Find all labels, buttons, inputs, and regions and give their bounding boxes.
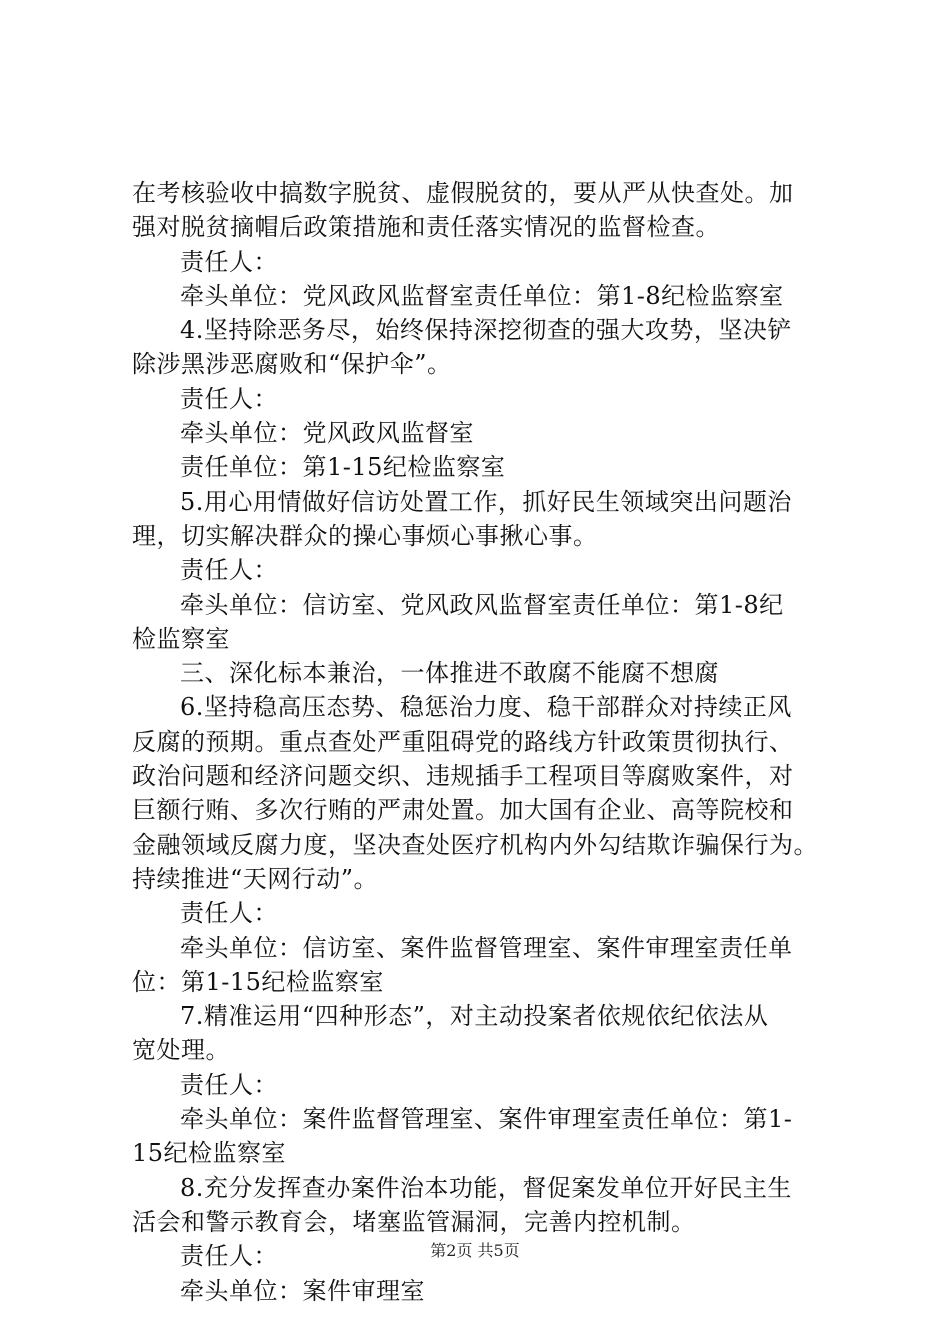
text-line: 政治问题和经济问题交织、违规插手工程项目等腐败案件，对	[132, 762, 794, 791]
text-line: 三、深化标本兼治，一体推进不敢腐不能腐不想腐	[180, 659, 719, 688]
text-line: 活会和警示教育会，堵塞监管漏洞，完善内控机制。	[132, 1207, 696, 1236]
text-line: 6.坚持稳高压态势、稳惩治力度、稳干部群众对持续正风	[180, 693, 792, 722]
text-line: 检监察室	[132, 624, 230, 653]
text-line: 责任人：	[180, 1242, 278, 1271]
text-line: 巨额行贿、多次行贿的严肃处置。加大国有企业、高等院校和	[132, 796, 794, 825]
text-line: 宽处理。	[132, 1036, 230, 1065]
text-line: 4.坚持除恶务尽，始终保持深挖彻查的强大攻势，坚决铲	[180, 316, 792, 345]
text-line: 牵头单位：案件审理室	[180, 1276, 425, 1305]
text-line: 强对脱贫摘帽后政策措施和责任落实情况的监督检查。	[132, 213, 720, 242]
text-line: 责任人：	[180, 899, 278, 928]
text-line: 责任单位：第1-15纪检监察室	[180, 453, 506, 482]
text-line: 理，切实解决群众的操心事烦心事揪心事。	[132, 521, 598, 550]
text-line: 责任人：	[180, 1070, 278, 1099]
text-line: 除涉黑涉恶腐败和“保护伞”。	[132, 350, 452, 379]
text-line: 在考核验收中搞数字脱贫、虚假脱贫的，要从严从快查处。加	[132, 179, 794, 207]
text-line: 8.充分发挥查办案件治本功能，督促案发单位开好民主生	[180, 1173, 792, 1202]
text-line: 反腐的预期。重点查处严重阻碍党的路线方针政策贯彻执行、	[132, 727, 794, 756]
document-body	[132, 176, 842, 1308]
text-line: 责任人：	[180, 247, 278, 276]
text-line: 15纪检监察室	[132, 1139, 287, 1168]
text-line: 5.用心用情做好信访处置工作，抓好民生领域突出问题治	[180, 487, 792, 516]
text-line: 牵头单位：案件监督管理室、案件审理室责任单位：第1-	[180, 1105, 793, 1134]
text-line: 7.精准运用“四种形态”，对主动投案者依规依纪依法从	[180, 1002, 769, 1031]
page-footer: 第2页 共5页	[430, 1241, 520, 1260]
text-line: 牵头单位：党风政风监督室责任单位：第1-8纪检监察室	[180, 281, 784, 310]
text-line: 责任人：	[180, 384, 278, 413]
text-line: 持续推进“天网行动”。	[132, 864, 379, 893]
text-line: 牵头单位：党风政风监督室	[180, 419, 474, 448]
text-line: 金融领域反腐力度，坚决查处医疗机构内外勾结欺诈骗保行为。	[132, 830, 818, 859]
text-line: 牵头单位：信访室、党风政风监督室责任单位：第1-8纪	[180, 590, 784, 619]
text-line: 位：第1-15纪检监察室	[132, 967, 384, 996]
text-line: 牵头单位：信访室、案件监督管理室、案件审理室责任单	[180, 933, 793, 962]
text-line: 责任人：	[180, 556, 278, 585]
